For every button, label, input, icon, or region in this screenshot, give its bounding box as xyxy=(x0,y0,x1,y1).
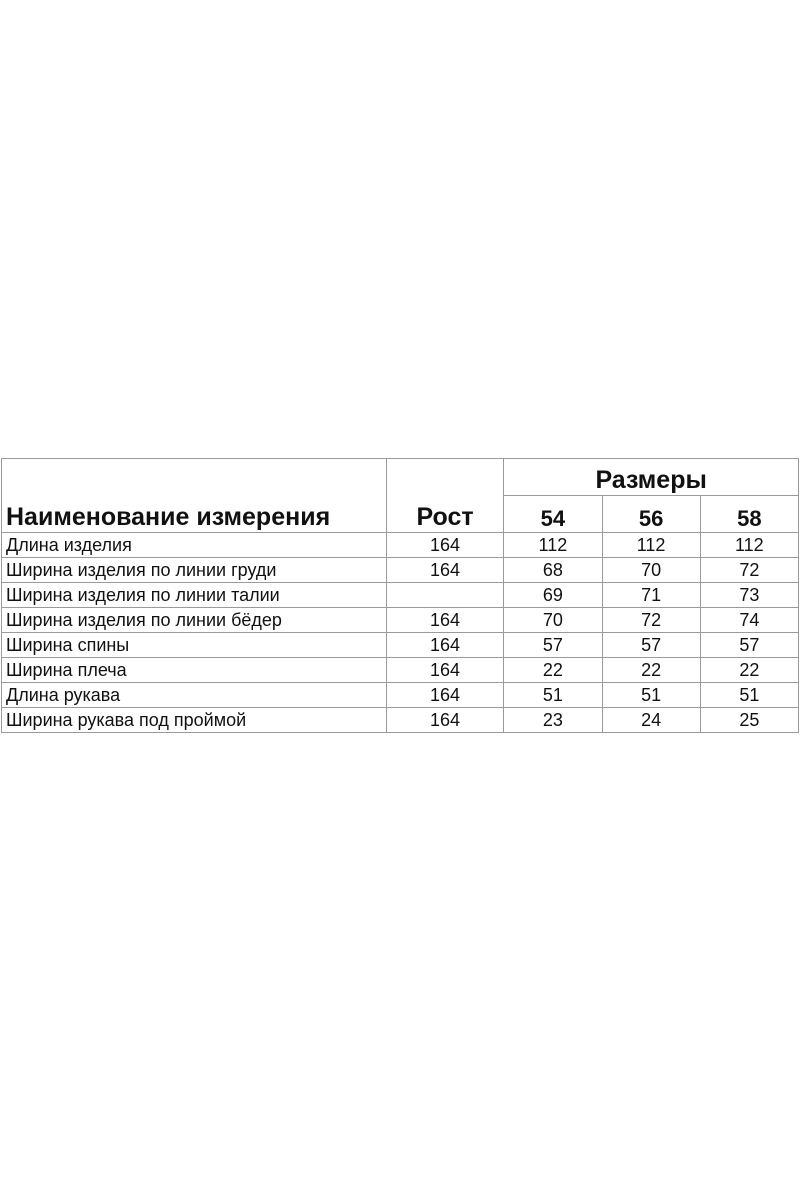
measurement-name: Ширина спины xyxy=(2,633,387,658)
size-value: 24 xyxy=(602,708,700,733)
size-value: 112 xyxy=(700,533,798,558)
size-value: 22 xyxy=(602,658,700,683)
measurement-name: Ширина плеча xyxy=(2,658,387,683)
size-value: 51 xyxy=(602,683,700,708)
size-chart-table xyxy=(1,458,799,733)
height-value: 164 xyxy=(386,558,503,583)
table-row xyxy=(2,583,799,608)
size-value: 25 xyxy=(700,708,798,733)
size-value: 57 xyxy=(602,633,700,658)
height-value: 164 xyxy=(386,633,503,658)
size-column-54: 54 xyxy=(504,496,602,533)
height-value: 164 xyxy=(386,658,503,683)
size-value: 73 xyxy=(700,583,798,608)
measurement-name: Ширина изделия по линии талии xyxy=(2,583,387,608)
size-value: 112 xyxy=(602,533,700,558)
size-value: 51 xyxy=(504,683,602,708)
sizes-header: Размеры xyxy=(504,459,799,496)
table-row xyxy=(2,558,799,583)
size-value: 74 xyxy=(700,608,798,633)
size-value: 57 xyxy=(700,633,798,658)
size-value: 69 xyxy=(504,583,602,608)
height-value: 164 xyxy=(386,533,503,558)
size-value: 51 xyxy=(700,683,798,708)
size-value: 68 xyxy=(504,558,602,583)
size-value: 70 xyxy=(602,558,700,583)
height-value: 164 xyxy=(386,708,503,733)
size-value: 72 xyxy=(700,558,798,583)
size-value: 112 xyxy=(504,533,602,558)
table-row xyxy=(2,658,799,683)
table-row xyxy=(2,683,799,708)
size-value: 22 xyxy=(700,658,798,683)
size-value: 70 xyxy=(504,608,602,633)
size-value: 71 xyxy=(602,583,700,608)
size-column-58: 58 xyxy=(700,496,798,533)
table-row xyxy=(2,633,799,658)
size-value: 57 xyxy=(504,633,602,658)
size-value: 72 xyxy=(602,608,700,633)
measurement-name-header: Наименование измерения xyxy=(2,459,387,533)
table-row xyxy=(2,533,799,558)
height-header: Рост xyxy=(386,459,503,533)
measurement-name: Ширина рукава под проймой xyxy=(2,708,387,733)
size-column-56: 56 xyxy=(602,496,700,533)
measurement-name: Длина рукава xyxy=(2,683,387,708)
table-row xyxy=(2,608,799,633)
measurement-name: Ширина изделия по линии груди xyxy=(2,558,387,583)
height-value: 164 xyxy=(386,608,503,633)
height-value xyxy=(386,583,503,608)
size-value: 22 xyxy=(504,658,602,683)
header-row xyxy=(2,459,799,496)
measurement-name: Длина изделия xyxy=(2,533,387,558)
table-row xyxy=(2,708,799,733)
height-value: 164 xyxy=(386,683,503,708)
size-value: 23 xyxy=(504,708,602,733)
measurement-name: Ширина изделия по линии бёдер xyxy=(2,608,387,633)
